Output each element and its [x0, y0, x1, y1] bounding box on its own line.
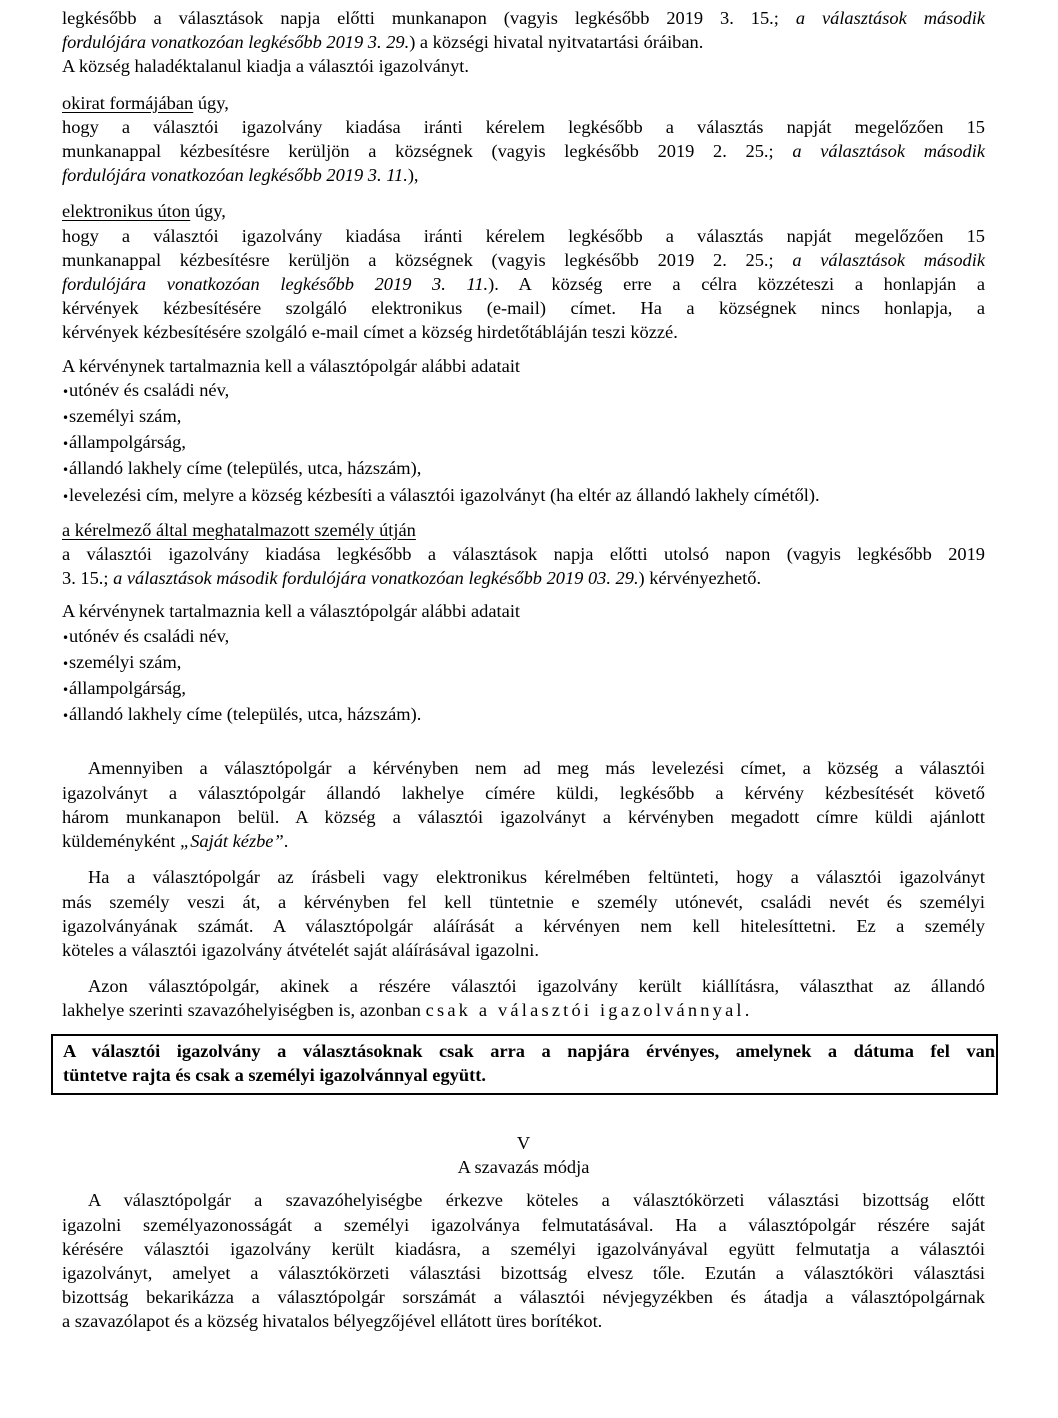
text: úgy, [190, 201, 226, 222]
text: kérésére választói igazolvány került kiadásra, a személyi igazolványával együtt felmutatja a választói [62, 1238, 985, 1259]
text: hogy a választói igazolvány kiadása iránti kérelem legkésőbb a választás napját megelőzően 15 [62, 116, 985, 137]
okirat-section [62, 91, 985, 188]
elektronikus-heading: elektronikus úton [62, 201, 191, 222]
bullet-icon: • [62, 630, 70, 645]
list-item [62, 650, 985, 676]
bullet-icon: • [62, 656, 70, 671]
elektronikus-section [62, 199, 985, 344]
intro-paragraph [62, 6, 985, 79]
bullet-icon: • [62, 384, 70, 399]
italic-text: „Saját kézbe” [179, 831, 284, 852]
list-item [62, 456, 985, 482]
bullet-icon: • [62, 683, 70, 698]
text: Azon választópolgár, akinek a részére választói igazolvány került kiállításra, választhat az állandó [88, 976, 985, 997]
text: a választói igazolvány kiadása legkésőbb a választások napja előtti utolsó napon (vagyis legkésőbb 2019 [62, 544, 985, 565]
text: igazolványt a választópolgár állandó lakhelye címére küldi, legkésőbb a kérvény kézbesítését követő [62, 782, 985, 803]
delivery-paragraph [62, 756, 985, 853]
text: . [283, 831, 289, 852]
italic-text: fordulójára vonatkozóan legkésőbb 2019 3. 11. [62, 274, 489, 295]
notice-text: tüntetve rajta és csak a személyi igazolvánnyal együtt. [63, 1064, 486, 1085]
validity-notice-box [51, 1034, 998, 1095]
text: A választópolgár a szavazóhelyiségbe érkezve köteles a választókörzeti választási bizottság előtt [88, 1190, 985, 1211]
text: Ha a választópolgár az írásbeli vagy elektronikus kérelmében feltünteti, hogy a választói igazolványt [88, 867, 985, 888]
document-page [62, 6, 995, 1334]
list-item-text: személyi szám, [69, 651, 182, 672]
text: kérvények kézbesítésére szolgáló e-mail címet a község hirdetőtábláján teszi közzé. [62, 322, 678, 343]
text: hogy a választói igazolvány kiadása iránti kérelem legkésőbb a választás napját megelőzően 15 [62, 225, 985, 246]
text: legkésőbb a választások napja előtti munkanapon (vagyis legkésőbb 2019 3. 15.; [62, 8, 796, 28]
text: . [744, 1000, 750, 1021]
text: kérvények kézbesítésére szolgáló elektronikus (e-mail) címet. Ha a községnek nincs honlapja, a [62, 298, 985, 319]
bullet-icon: • [62, 709, 70, 724]
proxy-paragraph [62, 865, 985, 962]
spaced-text: csak a választói igazolvánnyal [425, 1000, 745, 1021]
bullet-icon: • [62, 437, 70, 452]
list-intro: A kérvénynek tartalmaznia kell a választópolgár alábbi adatait [62, 355, 521, 376]
bullet-icon: • [62, 411, 70, 426]
text: úgy, [193, 92, 229, 113]
text: ). A község erre a célra közzéteszi a honlapján a [488, 274, 985, 295]
meghatalmazott-section [62, 518, 985, 591]
list-item-text: állampolgárság, [69, 678, 186, 699]
list-item [62, 404, 985, 430]
text: más személy veszi át, a kérvényben fel kell tüntetnie e személy utónevét, családi nevét és személyi [62, 891, 985, 912]
italic-text: fordulójára vonatkozóan legkésőbb 2019 3. 11. [62, 165, 408, 186]
list-item [62, 624, 985, 650]
list-item [62, 430, 985, 456]
text: bizottság bekarikázza a választópolgár sorszámát a választói névjegyzékben és átadja a választópolgárnak [62, 1287, 985, 1308]
list-item-text: utónév és családi név, [69, 379, 230, 400]
list-item [62, 702, 985, 728]
okirat-heading: okirat formájában [62, 92, 194, 113]
list-item [62, 676, 985, 702]
text: 3. 15.; [62, 568, 114, 589]
text: köteles a választói igazolvány átvételét saját aláírásával igazolni. [62, 939, 539, 960]
voting-location-paragraph [62, 974, 985, 1022]
text: ) a községi hivatal nyitvatartási óráiban. [409, 32, 704, 53]
section-voting-method [62, 1131, 985, 1334]
section-title: A szavazás módja [457, 1157, 590, 1178]
meghatalmazott-heading: a kérelmező által meghatalmazott személy útján [62, 519, 416, 540]
text: A község haladéktalanul kiadja a választói igazolványt. [62, 56, 470, 77]
bullet-icon: • [62, 463, 70, 478]
list-item-text: utónév és családi név, [69, 625, 230, 646]
bullet-icon: • [62, 489, 70, 504]
list-item-text: levelezési cím, melyre a község kézbesíti a választói igazolványt (ha eltér az állandó lakhely címétől). [69, 484, 820, 505]
text: Amennyiben a választópolgár a kérvényben nem ad meg más levelezési címet, a község a választói [88, 758, 985, 779]
list-item-text: állandó lakhely címe (település, utca, házszám). [69, 704, 422, 725]
list-item-text: személyi szám, [69, 406, 182, 427]
notice-text: A választói igazolvány a választásoknak csak arra a napjára érvényes, amelynek a dátuma fel van [63, 1040, 995, 1061]
italic-text: a választások második [795, 8, 985, 28]
italic-text: a választások második [792, 249, 986, 270]
italic-text: a választások második [792, 141, 986, 162]
list-item-text: állampolgárság, [69, 432, 186, 453]
text: munkanappal kézbesítésre kerüljön a községnek (vagyis legkésőbb 2019 2. 25.; [62, 249, 793, 270]
text: lakhelye szerinti szavazóhelyiségben is, azonban [62, 1000, 426, 1021]
text: igazolványának számát. A választópolgár aláírását a kérvényen nem kell hitelesíttetni. Ez a személy [62, 915, 985, 936]
text: igazolványt, amelyet a választókörzeti választási bizottság elvesz tőle. Ezután a választóköri választási [62, 1262, 985, 1283]
italic-text: fordulójára vonatkozóan legkésőbb 2019 3. 29. [62, 32, 410, 53]
text: igazolni személyazonosságát a személyi igazolványa felmutatásával. Ha a választópolgár részére saját [62, 1214, 985, 1235]
text: küldeményként [62, 831, 180, 852]
list-item [62, 483, 985, 509]
italic-text: a választások második fordulójára vonatkozóan legkésőbb 2019 03. 29. [113, 568, 639, 589]
list-item-text: állandó lakhely címe (település, utca, házszám), [69, 458, 422, 479]
text: munkanappal kézbesítésre kerüljön a községnek (vagyis legkésőbb 2019 2. 25.; [62, 141, 793, 162]
required-data-list-2 [62, 599, 985, 728]
text: ), [407, 165, 419, 186]
list-intro: A kérvénynek tartalmaznia kell a választópolgár alábbi adatait [62, 601, 521, 622]
text: három munkanapon belül. A község a választói igazolványt a kérvényben megadott címre küldi ajánlott [62, 806, 985, 827]
text: ) kérvényezhető. [638, 568, 762, 589]
list-item [62, 378, 985, 404]
text: a szavazólapot és a község hivatalos bélyegzőjével ellátott üres borítékot. [62, 1311, 603, 1332]
required-data-list-1 [62, 354, 985, 509]
section-number: V [516, 1132, 531, 1153]
